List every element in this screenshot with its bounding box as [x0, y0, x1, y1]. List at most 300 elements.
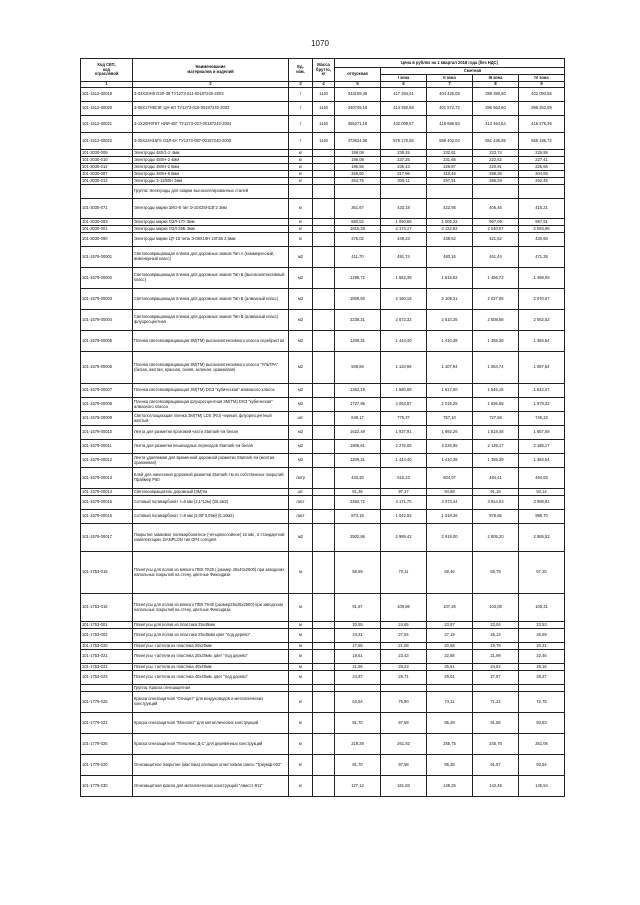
- table-row: [81, 755, 565, 776]
- table-row: [81, 510, 565, 524]
- cell-name: Световозвращающая пленка для дорожных знаков Тип В (алмазный класс) флуоресцентная: [133, 310, 289, 331]
- cell-mass: [313, 755, 335, 776]
- cell-release-price: 196,56: [335, 164, 381, 171]
- cell-zone-4-price: 2 562,52: [519, 310, 565, 331]
- cell-unit: [289, 185, 313, 199]
- cell-mass: [313, 352, 335, 384]
- table-row: [81, 171, 565, 178]
- cell-code: 101-1579-00014: [81, 489, 133, 496]
- cell-zone-4-price: 105,31: [519, 594, 565, 622]
- cell-mass: [313, 157, 335, 164]
- cell-zone-4-price: 1 488,05: [519, 268, 565, 289]
- table-row: [81, 133, 565, 150]
- cell-zone-3-price: 65,79: [473, 552, 519, 594]
- cell-zone-2-price: 404 425,09: [427, 88, 473, 102]
- cell-release-price: [335, 185, 381, 199]
- cell-zone-4-price: 402 093,55: [519, 88, 565, 102]
- cell-name: З-25Х24Н16Г6 ОЗЛ-6А ТУ1273-087-00187240-2000: [133, 133, 289, 150]
- cell-name: Лента для разметки пешеходных переходов Stamark-тм белая: [133, 440, 289, 454]
- cell-release-price: 21,66: [335, 664, 381, 671]
- cell-zone-2-price: 2 015,25: [427, 398, 473, 412]
- cell-release-price: 24,87: [335, 671, 381, 685]
- cell-mass: [313, 664, 335, 671]
- cell-zone-2-price: 22,88: [427, 650, 473, 664]
- cell-mass: [313, 178, 335, 185]
- cell-name: Плинтусы для полов из мягкого ПВХ ТК25 ( размер 40х40х2500) при заводских напольных покрытий на стену, цветные Фиксидизи: [133, 552, 289, 594]
- cell-name: Электроды марки ОЗЛ-25Б 3мм: [133, 226, 289, 233]
- cell-zone-3-price: 222,62: [473, 157, 519, 164]
- cell-code: 101-1579-00002: [81, 268, 133, 289]
- cell-zone-4-price: 1 978,33: [519, 398, 565, 412]
- cell-zone-1-price: 24,65: [381, 622, 427, 629]
- cell-mass: [313, 496, 335, 510]
- table-row: [81, 157, 565, 164]
- cell-code: 101-1579-00016: [81, 510, 133, 524]
- cell-name: Краска огнезащитная "Монолит" для металлических конструкций: [133, 713, 289, 734]
- cell-code: 101-3030-090: [81, 233, 133, 247]
- cell-mass: [313, 650, 335, 664]
- cell-zone-2-price: 2 122,82: [427, 226, 473, 233]
- cell-code: 101-3030-013: [81, 178, 133, 185]
- cell-zone-4-price: 555 186,72: [519, 133, 565, 150]
- cell-zone-4-price: 399 262,59: [519, 102, 565, 116]
- cell-mass: [313, 331, 335, 352]
- cell-zone-4-price: 72,75: [519, 692, 565, 713]
- cell-zone-4-price: 416 276,35: [519, 116, 565, 133]
- cell-release-price: 411,70: [335, 247, 381, 268]
- cell-zone-1-price: 449,23: [381, 233, 427, 247]
- cell-zone-4-price: 93,54: [519, 755, 565, 776]
- cell-mass: [313, 384, 335, 398]
- cell-zone-4-price: [519, 185, 565, 199]
- cell-release-price: 2502,86: [335, 524, 381, 552]
- cell-zone-4-price: 2 865,52: [519, 524, 565, 552]
- cell-unit: кг: [289, 233, 313, 247]
- cell-name: Группа: Краска огнезащитная: [133, 685, 289, 692]
- table-row: [81, 468, 565, 489]
- cell-mass: [313, 734, 335, 755]
- cell-code: 101-1779-030: [81, 776, 133, 797]
- cell-zone-1-price: 2 063,87: [381, 398, 427, 412]
- cell-zone-2-price: 1 006,32: [427, 219, 473, 226]
- cell-zone-3-price: 24,62: [473, 664, 519, 671]
- cell-mass: [313, 289, 335, 310]
- cell-zone-2-price: 148,25: [427, 776, 473, 797]
- cell-zone-1-price: 97,58: [381, 713, 427, 734]
- cell-code: 101-1512-00021: [81, 116, 133, 133]
- cell-zone-3-price: 1 546,16: [473, 384, 519, 398]
- cell-zone-3-price: [473, 685, 519, 692]
- cell-name: Краска огнезащитная "Пенолюкс Д-1" для деревянных конструкций: [133, 734, 289, 755]
- cell-release-price: 81,70: [335, 713, 381, 734]
- cell-zone-4-price: 23,53: [519, 622, 565, 629]
- table-row: [81, 734, 565, 755]
- cell-zone-4-price: 25,16: [519, 664, 565, 671]
- cell-zone-3-price: 406,46: [473, 199, 519, 219]
- cell-unit: м: [289, 664, 313, 671]
- cell-release-price: 19,61: [335, 650, 381, 664]
- cell-unit: кг: [289, 171, 313, 178]
- cell-mass: [313, 233, 335, 247]
- cell-release-price: 1298,72: [335, 268, 381, 289]
- cell-mass: [313, 552, 335, 594]
- cell-mass: [313, 268, 335, 289]
- cell-zone-2-price: 68,46: [427, 552, 473, 594]
- cell-code: 101-1512-00020: [81, 102, 133, 116]
- cell-zone-3-price: 91,57: [473, 755, 519, 776]
- cell-zone-4-price: 145,54: [519, 776, 565, 797]
- table-row: [81, 664, 565, 671]
- cell-unit: кг: [289, 776, 313, 797]
- table-row: [81, 199, 565, 219]
- cell-unit: м2: [289, 384, 313, 398]
- table-row: [81, 776, 565, 797]
- cell-zone-4-price: 2 185,17: [519, 440, 565, 454]
- cell-zone-1-price: 4 171,70: [381, 496, 427, 510]
- cell-zone-1-price: 2 160,19: [381, 289, 427, 310]
- cell-mass: [313, 171, 335, 178]
- cell-zone-2-price: [427, 685, 473, 692]
- cell-mass: 1140: [313, 133, 335, 150]
- table-row: [81, 713, 565, 734]
- table-row: [81, 671, 565, 685]
- table-row: [81, 524, 565, 552]
- cell-code: 101-3030-001: [81, 226, 133, 233]
- cell-zone-4-price: 987,91: [519, 219, 565, 226]
- cell-zone-4-price: 415,21: [519, 199, 565, 219]
- cell-zone-2-price: 20,58: [427, 643, 473, 650]
- col-number: 8: [473, 82, 519, 88]
- cell-zone-1-price: 1 937,91: [381, 426, 427, 440]
- cell-unit: кг: [289, 755, 313, 776]
- cell-zone-4-price: 251,06: [519, 734, 565, 755]
- cell-zone-1-price: 1 134,66: [381, 352, 427, 384]
- cell-code: 101-1753-016: [81, 594, 133, 622]
- cell-mass: [313, 713, 335, 734]
- cell-zone-3-price: [473, 185, 519, 199]
- col-number: 9: [519, 82, 565, 88]
- header-price-title: Цена в рублях на 1 квартал 2018 года (без НДС): [335, 59, 565, 68]
- table-row: [81, 454, 565, 468]
- page-number: 1070: [311, 39, 329, 48]
- cell-zone-3-price: 223,74: [473, 150, 519, 157]
- col-number: 1: [81, 82, 133, 88]
- cell-zone-4-price: 3 998,81: [519, 496, 565, 510]
- cell-name: Световозвращатель дорожный (3М)тм: [133, 489, 289, 496]
- cell-zone-2-price: 1 107,94: [427, 352, 473, 384]
- cell-unit: м2: [289, 440, 313, 454]
- cell-code: 101-1753-022: [81, 664, 133, 671]
- cell-zone-1-price: 1 050,68: [381, 219, 427, 226]
- cell-code: 101-1579-00006: [81, 352, 133, 384]
- cell-unit: м2: [289, 454, 313, 468]
- cell-zone-3-price: 142,48: [473, 776, 519, 797]
- cell-zone-4-price: 430,60: [519, 233, 565, 247]
- cell-code: 101-1779-020: [81, 755, 133, 776]
- cell-zone-2-price: 23,97: [427, 622, 473, 629]
- cell-zone-2-price: 29,01: [427, 671, 473, 685]
- cell-unit: кг: [289, 164, 313, 171]
- cell-unit: т: [289, 133, 313, 150]
- table-row: [81, 310, 565, 331]
- cell-code: 101-1512-00022: [81, 133, 133, 150]
- col-number: 2: [133, 82, 289, 88]
- cell-release-price: 265,50: [335, 171, 381, 178]
- cell-release-price: 355271,19: [335, 116, 381, 133]
- cell-zone-2-price: 757,10: [427, 412, 473, 426]
- col-number: 7: [427, 82, 473, 88]
- cell-zone-2-price: 232,81: [427, 150, 473, 157]
- cell-code: 101-1579-00013: [81, 468, 133, 489]
- cell-unit: кг: [289, 150, 313, 157]
- cell-zone-1-price: 70,11: [381, 552, 427, 594]
- cell-zone-3-price: 2 508,58: [473, 310, 519, 331]
- cell-zone-2-price: [427, 185, 473, 199]
- cell-zone-2-price: 95,28: [427, 713, 473, 734]
- cell-zone-3-price: 1 818,48: [473, 426, 519, 440]
- table-row: [81, 692, 565, 713]
- cell-zone-3-price: 2 027,08: [473, 289, 519, 310]
- cell-unit: литр: [289, 468, 313, 489]
- cell-unit: м2: [289, 524, 313, 552]
- cell-zone-1-price: 516,23: [381, 468, 427, 489]
- cell-unit: м2: [289, 352, 313, 384]
- table-row: [81, 331, 565, 352]
- col-number: 5: [335, 82, 381, 88]
- cell-name: Световозвращающая пленка для дорожных знаков Тип В (алмазный класс): [133, 289, 289, 310]
- cell-name: Лента удаляемая для временной дорожной разметки Stamark-тм (желтая, оранжевая): [133, 454, 289, 468]
- cell-zone-1-price: 235,43: [381, 164, 427, 171]
- cell-name: Огнезащитное покрытие (мастика) клеящая огнестойкая смесь "Триумф-002": [133, 755, 289, 776]
- cell-zone-4-price: 93,53: [519, 713, 565, 734]
- cell-zone-1-price: 317,96: [381, 171, 427, 178]
- cell-zone-4-price: 1 384,54: [519, 454, 565, 468]
- cell-unit: т: [289, 116, 313, 133]
- cell-zone-3-price: 23,04: [473, 622, 519, 629]
- cell-release-price: 340749,16: [335, 102, 381, 116]
- cell-zone-3-price: 245,78: [473, 734, 519, 755]
- cell-zone-3-price: 3 914,63: [473, 496, 519, 510]
- cell-name: Группа: Электроды для сварки высоколегированных сталей: [133, 185, 289, 199]
- cell-zone-2-price: 418 686,93: [427, 116, 473, 133]
- header-release-price: отпускная: [335, 68, 381, 82]
- cell-zone-1-price: 2 673,32: [381, 310, 427, 331]
- cell-release-price: 1908,61: [335, 440, 381, 454]
- cell-zone-4-price: 999,70: [519, 510, 565, 524]
- cell-zone-2-price: 2 610,35: [427, 310, 473, 331]
- cell-zone-2-price: 25,61: [427, 664, 473, 671]
- cell-release-price: 343109,49: [335, 88, 381, 102]
- cell-zone-2-price: 229,87: [427, 164, 473, 171]
- cell-zone-1-price: 2 989,42: [381, 524, 427, 552]
- cell-name: Световозвращающая пленка для дорожных знаков Тип Б (высокоинтенсивный класс): [133, 268, 289, 289]
- cell-zone-3-price: 21,99: [473, 650, 519, 664]
- cell-zone-4-price: 1 857,59: [519, 426, 565, 440]
- cell-zone-2-price: 231,65: [427, 157, 473, 164]
- cell-zone-2-price: 1 515,62: [427, 268, 473, 289]
- cell-zone-4-price: 93,14: [519, 489, 565, 496]
- cell-zone-2-price: 438,62: [427, 233, 473, 247]
- cell-code: 101-1779-026: [81, 734, 133, 755]
- table-row: [81, 164, 565, 171]
- table-body: [81, 88, 565, 797]
- cell-name: Плинтусы -галтели из пластика 40х40мм, цвет "под дерево": [133, 671, 289, 685]
- cell-zone-2-price: 558 402,04: [427, 133, 473, 150]
- cell-zone-3-price: 1 355,39: [473, 331, 519, 352]
- cell-mass: [313, 468, 335, 489]
- col-number: 6: [381, 82, 427, 88]
- cell-name: Лента для разметки проезжей части Stamark-тм белая: [133, 426, 289, 440]
- cell-release-price: 127,12: [335, 776, 381, 797]
- cell-zone-2-price: 401 572,72: [427, 102, 473, 116]
- cell-zone-1-price: [381, 185, 427, 199]
- cell-unit: м2: [289, 310, 313, 331]
- cell-zone-3-price: 967,09: [473, 219, 519, 226]
- cell-zone-3-price: 220,91: [473, 164, 519, 171]
- cell-unit: т: [289, 102, 313, 116]
- cell-name: Электроды 48ХН-2 5мм: [133, 164, 289, 171]
- table-row: [81, 268, 565, 289]
- cell-unit: кг: [289, 219, 313, 226]
- cell-name: Плинтусы -галтели из пластика 20х20мм: [133, 643, 289, 650]
- cell-code: 101-1579-00010: [81, 426, 133, 440]
- cell-zone-3-price: 91,56: [473, 713, 519, 734]
- table-row: [81, 629, 565, 643]
- cell-zone-2-price: 2 919,00: [427, 524, 473, 552]
- cell-zone-3-price: 91,18: [473, 489, 519, 496]
- cell-code: 101-1779-025: [81, 692, 133, 713]
- table-row: [81, 102, 565, 116]
- cell-release-price: 3492,72: [335, 496, 381, 510]
- cell-zone-1-price: 97,17: [381, 489, 427, 496]
- cell-name: Плинтусы -галтели из пластика 40х40мм: [133, 664, 289, 671]
- cell-unit: кг: [289, 178, 313, 185]
- cell-code: 101-1753-001: [81, 622, 133, 629]
- cell-mass: [313, 776, 335, 797]
- cell-code: 101-1579-00003: [81, 289, 133, 310]
- cell-zone-1-price: [381, 685, 427, 692]
- cell-release-price: 1622,49: [335, 426, 381, 440]
- cell-zone-2-price: 297,91: [427, 178, 473, 185]
- cell-zone-2-price: 107,26: [427, 594, 473, 622]
- cell-zone-4-price: 226,95: [519, 150, 565, 157]
- cell-zone-4-price: 227,41: [519, 157, 565, 164]
- cell-zone-1-price: 417 294,01: [381, 88, 427, 102]
- cell-zone-3-price: 727,58: [473, 412, 519, 426]
- cell-mass: [313, 426, 335, 440]
- cell-release-price: 254,75: [335, 178, 381, 185]
- cell-mass: 1140: [313, 88, 335, 102]
- cell-code: 101-3030-093: [81, 219, 133, 226]
- cell-zone-1-price: 26,23: [381, 664, 427, 671]
- cell-unit: кг: [289, 734, 313, 755]
- cell-zone-3-price: 484,41: [473, 468, 519, 489]
- cell-code: 101-1753-021: [81, 650, 133, 664]
- cell-release-price: 949,86: [335, 352, 381, 384]
- cell-name: Пленка световозвращающая 3М(ТМ) высокоинтенсивного класса "УЛЬТРА" (белая, желтая, красная, синяя, зеленая, оранжевая): [133, 352, 289, 384]
- cell-release-price: 1727,95: [335, 398, 381, 412]
- price-table: [80, 58, 565, 797]
- cell-mass: [313, 226, 335, 233]
- table-row: [81, 594, 565, 622]
- cell-code: 101-3030-009: [81, 150, 133, 157]
- cell-zone-3-price: 551 436,95: [473, 133, 519, 150]
- cell-zone-1-price: 1 444,40: [381, 331, 427, 352]
- cell-zone-4-price: 28,47: [519, 671, 565, 685]
- cell-zone-1-price: 2 276,65: [381, 440, 427, 454]
- cell-unit: лист: [289, 510, 313, 524]
- cell-zone-4-price: 2 083,98: [519, 226, 565, 233]
- table-row: [81, 426, 565, 440]
- cell-name: Плинтусы -галтели из пластика 20х20мм, цвет "под дерево": [133, 650, 289, 664]
- cell-zone-3-price: 399 380,50: [473, 88, 519, 102]
- table-row: [81, 185, 565, 199]
- table-row: [81, 685, 565, 692]
- cell-unit: м: [289, 643, 313, 650]
- cell-zone-3-price: 1 355,39: [473, 454, 519, 468]
- cell-mass: [313, 199, 335, 219]
- cell-zone-1-price: 491,74: [381, 247, 427, 268]
- cell-zone-1-price: 1 580,69: [381, 384, 427, 398]
- cell-zone-1-price: 261,92: [381, 734, 427, 755]
- cell-zone-4-price: 471,35: [519, 247, 565, 268]
- cell-release-price: 649,17: [335, 412, 381, 426]
- cell-zone-1-price: 151,83: [381, 776, 427, 797]
- table-row: [81, 650, 565, 664]
- cell-unit: м2: [289, 268, 313, 289]
- table-row: [81, 88, 565, 102]
- cell-zone-4-price: 1 087,64: [519, 352, 565, 384]
- cell-name: Светопоглощающая пленка 3М(ТМ) LDS (RU) черный, флуоресцентный желтый: [133, 412, 289, 426]
- cell-code: 101-1579-00001: [81, 247, 133, 268]
- cell-code: 101-3030-071: [81, 199, 133, 219]
- table-row: [81, 412, 565, 426]
- cell-mass: [313, 671, 335, 685]
- cell-unit: м2: [289, 398, 313, 412]
- cell-name: Плинтусы для полов из мягкого ПВХ ТК40 (размер25х25х2500) при заводском напольных покрытий на стену, цветные Фиксидизи: [133, 594, 289, 622]
- cell-zone-3-price: 1 936,68: [473, 398, 519, 412]
- cell-zone-1-price: 237,25: [381, 157, 427, 164]
- cell-release-price: 473624,58: [335, 133, 381, 150]
- cell-unit: шт.: [289, 412, 313, 426]
- cell-zone-2-price: 504,07: [427, 468, 473, 489]
- cell-zone-1-price: 97,58: [381, 755, 427, 776]
- table-row: [81, 247, 565, 268]
- cell-unit: м: [289, 622, 313, 629]
- cell-release-price: [335, 685, 381, 692]
- cell-zone-1-price: 75,90: [381, 692, 427, 713]
- cell-zone-2-price: 1 410,38: [427, 454, 473, 468]
- cell-zone-3-price: 413 464,54: [473, 116, 519, 133]
- cell-name: Электроды 48ХН-5 5мм: [133, 171, 289, 178]
- cell-code: 101-1779-022: [81, 713, 133, 734]
- cell-release-price: 873,18: [335, 510, 381, 524]
- cell-zone-2-price: 4 073,44: [427, 496, 473, 510]
- cell-mass: [313, 398, 335, 412]
- header-zone-3: III зона: [473, 75, 519, 82]
- cell-mass: [313, 310, 335, 331]
- cell-zone-2-price: 94,88: [427, 489, 473, 496]
- cell-zone-1-price: 775,37: [381, 412, 427, 426]
- cell-zone-3-price: 286,29: [473, 178, 519, 185]
- table-row: [81, 440, 565, 454]
- cell-zone-3-price: 396 563,60: [473, 102, 519, 116]
- cell-code: 101-3030-010: [81, 157, 133, 164]
- cell-code: 101-1753-002: [81, 629, 133, 643]
- cell-zone-2-price: 480,16: [427, 247, 473, 268]
- cell-zone-2-price: 74,11: [427, 692, 473, 713]
- cell-zone-3-price: 1 064,74: [473, 352, 519, 384]
